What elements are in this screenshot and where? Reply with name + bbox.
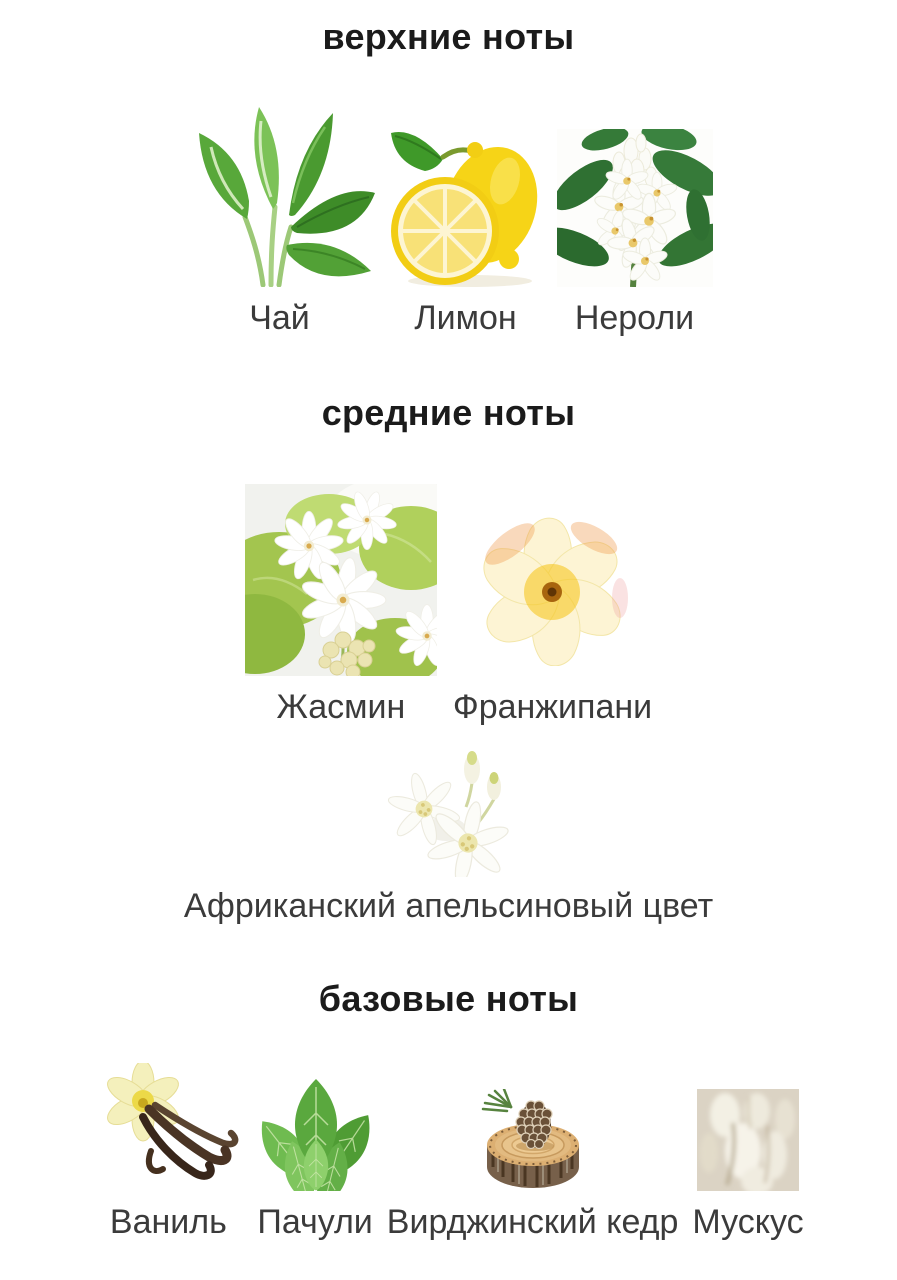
musk-icon bbox=[697, 1089, 799, 1191]
lemon-icon bbox=[385, 119, 547, 287]
middle-notes-row bbox=[245, 484, 652, 727]
note-label: Нероли bbox=[574, 299, 695, 338]
note-vanilla bbox=[93, 1063, 243, 1242]
vanilla-icon bbox=[93, 1063, 243, 1191]
section-heading-top-notes: верхние ноты bbox=[322, 16, 575, 57]
note-neroli bbox=[557, 129, 713, 338]
section-heading-base-notes: базовые ноты bbox=[318, 978, 579, 1020]
note-patchouli bbox=[257, 1077, 372, 1242]
note-label: Пачули bbox=[257, 1203, 373, 1242]
note-label: Жасмин bbox=[276, 687, 406, 726]
top-notes-row bbox=[185, 99, 713, 338]
note-label: Лимон bbox=[414, 299, 517, 338]
note-label: Африканский апельсиновый цвет bbox=[183, 886, 714, 925]
note-tea bbox=[185, 99, 375, 338]
note-lemon bbox=[385, 119, 547, 338]
neroli-blossom-icon bbox=[557, 129, 713, 287]
note-label: Вирджинский кедр bbox=[386, 1203, 679, 1242]
note-frangipani bbox=[453, 514, 652, 727]
note-african-orange-flower bbox=[184, 745, 713, 926]
jasmine-photo-icon bbox=[245, 484, 437, 676]
tea-leaves-icon bbox=[185, 99, 375, 287]
note-label: Франжипани bbox=[452, 687, 653, 726]
patchouli-leaves-icon bbox=[258, 1077, 373, 1191]
note-label: Чай bbox=[249, 299, 310, 338]
note-jasmine bbox=[245, 484, 437, 727]
african-orange-flower-icon bbox=[382, 745, 514, 877]
note-virginia-cedar bbox=[387, 1089, 679, 1242]
note-musk bbox=[692, 1089, 803, 1242]
virginia-cedar-icon bbox=[477, 1089, 589, 1191]
note-label: Ваниль bbox=[109, 1203, 227, 1242]
note-label: Мускус bbox=[692, 1203, 804, 1242]
section-heading-middle-notes: средние ноты bbox=[321, 392, 576, 434]
frangipani-flower-icon bbox=[474, 514, 632, 666]
base-notes-row bbox=[93, 1063, 803, 1242]
